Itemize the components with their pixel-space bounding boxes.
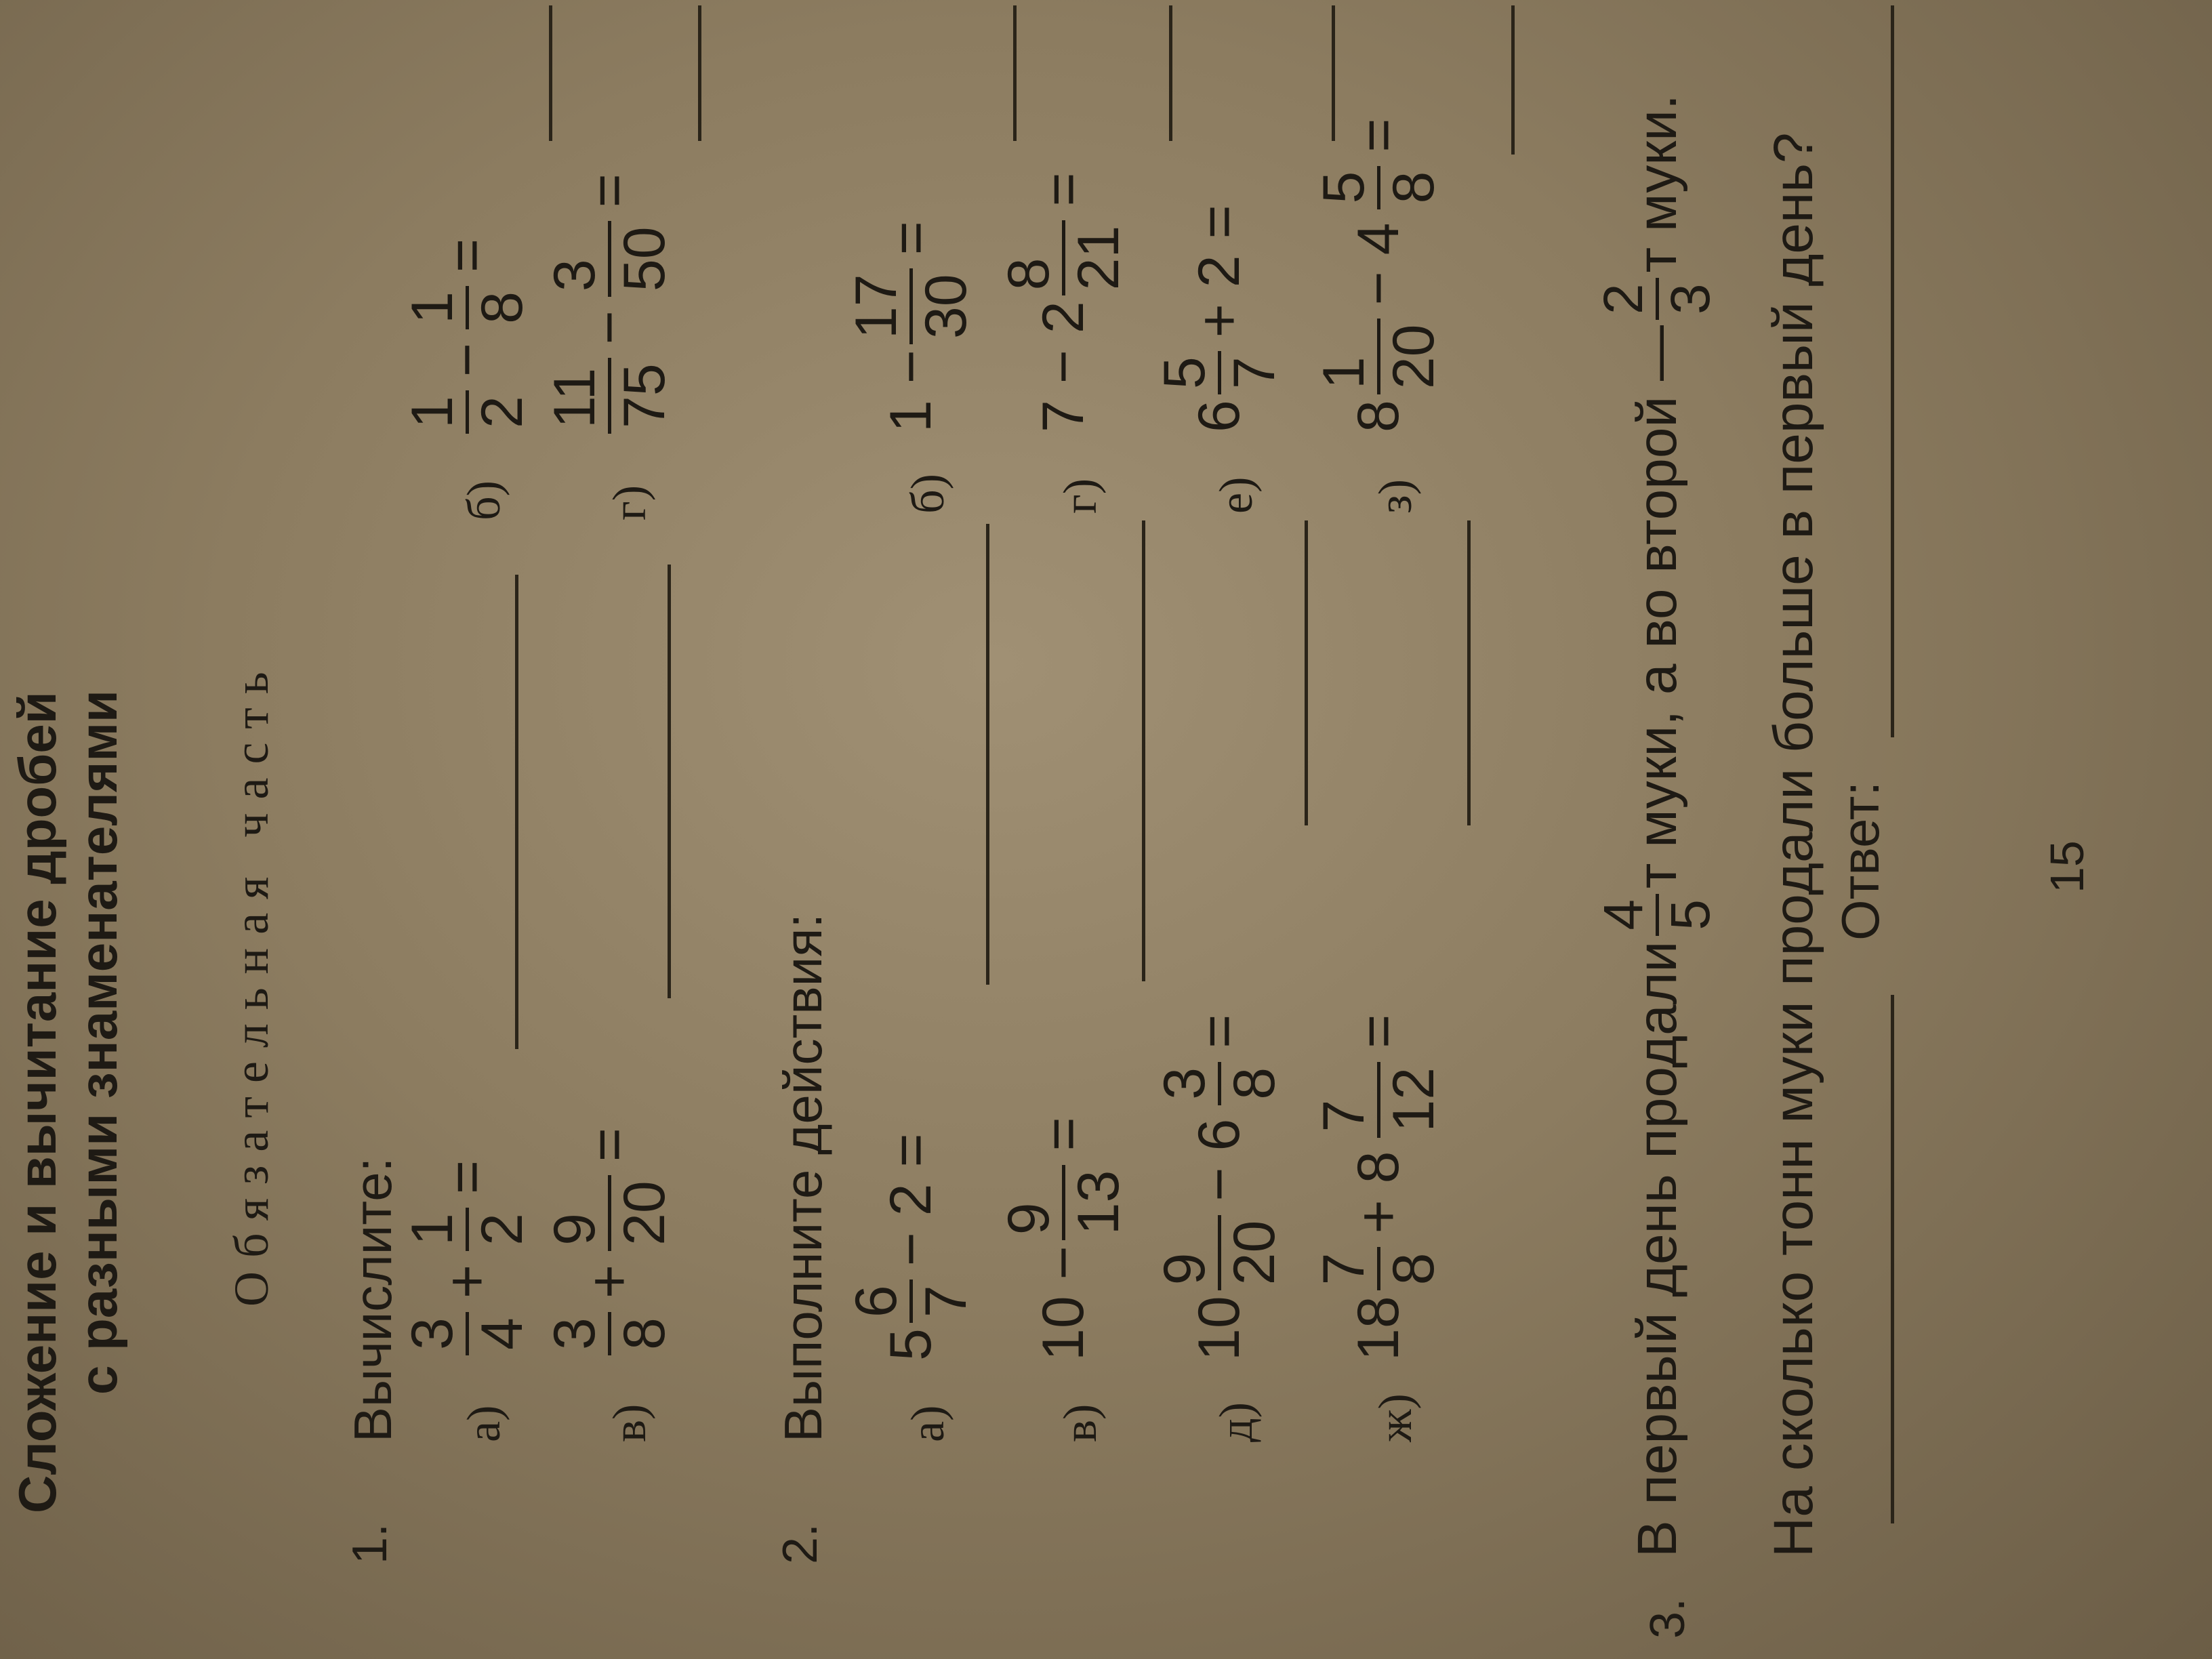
fraction (542, 221, 677, 297)
numerator: 9 (542, 1213, 607, 1246)
whole-part: 18 (1346, 1296, 1411, 1361)
task2-b-expression (844, 213, 979, 432)
expression-lead: 10 − (1031, 1246, 1096, 1361)
denominator: 7 (1218, 351, 1284, 394)
fraction (1593, 894, 1721, 936)
numerator: 3 (542, 259, 607, 292)
whole-part: 5 (878, 1328, 943, 1361)
page-title-line2: с разными знаменателями (68, 690, 128, 1395)
operator: − (434, 342, 499, 377)
task2-number: 2. (773, 1523, 827, 1564)
task2-v-label: в) (1054, 1404, 1107, 1442)
page-title: Сложение и вычитание дробей (7, 691, 67, 1513)
task2-b-label: б) (902, 474, 954, 514)
task1-a-expression (400, 1152, 535, 1361)
answer-line[interactable] (515, 575, 518, 1049)
answer-line[interactable] (1013, 5, 1017, 141)
problem-text: т муки. (1626, 94, 1688, 273)
denominator: 2 (466, 1208, 531, 1251)
task3-number: 3. (1641, 1597, 1695, 1639)
task2-z-label: з) (1370, 479, 1422, 514)
numerator: 11 (542, 367, 607, 428)
denominator: 8 (1377, 166, 1443, 209)
task3-line2: На сколько тонн муки продали больше в первый день? (1763, 132, 1824, 1557)
task1-g-expression (542, 165, 677, 439)
fraction (1311, 166, 1446, 209)
task1-b-label: б) (458, 480, 510, 520)
task2-g-expression (996, 164, 1131, 432)
fraction (844, 1279, 979, 1323)
denominator: 8 (1218, 1062, 1284, 1105)
numerator: 4 (1593, 899, 1654, 930)
answer-line[interactable] (1891, 5, 1894, 737)
numerator: 3 (400, 1317, 465, 1350)
expression-tail: = (878, 221, 943, 255)
task1-a-label: а) (458, 1405, 510, 1442)
answer-line[interactable] (1891, 995, 1894, 1523)
fraction (542, 1312, 677, 1355)
fraction (400, 390, 535, 434)
numerator: 17 (844, 274, 909, 340)
equals-sign: = (434, 238, 499, 273)
denominator: 20 (1377, 319, 1443, 394)
denominator: 3 (1656, 278, 1719, 320)
task2-a-label: а) (902, 1405, 954, 1442)
task2-d-expression (1152, 1006, 1287, 1361)
fraction (1311, 1062, 1446, 1138)
numerator: 8 (996, 258, 1061, 291)
answer-line[interactable] (1511, 5, 1515, 155)
fraction (542, 1175, 677, 1251)
operator: − (577, 310, 642, 345)
numerator: 1 (400, 291, 465, 324)
task2-a-expression (844, 1125, 979, 1361)
numerator: 9 (996, 1202, 1061, 1235)
numerator: 7 (1311, 1252, 1376, 1286)
problem-text: В первый день продали (1626, 941, 1688, 1557)
denominator: 12 (1377, 1062, 1443, 1138)
equals-sign: = (434, 1160, 499, 1195)
expression-lead: 1 − (878, 350, 943, 432)
problem-text: т муки, а во второй — (1626, 325, 1688, 889)
whole-part: 8 (1346, 400, 1411, 432)
fraction (1593, 278, 1721, 320)
denominator: 2 (466, 390, 531, 434)
denominator: 5 (1656, 894, 1719, 936)
expression-tail: = (1346, 1014, 1411, 1048)
task1-number: 1. (343, 1523, 397, 1564)
task2-zh-expression (1311, 1006, 1446, 1361)
numerator: 6 (844, 1285, 909, 1318)
denominator: 20 (1218, 1215, 1284, 1291)
fraction (1152, 351, 1287, 394)
numerator: 1 (1311, 356, 1376, 390)
numerator: 3 (542, 1317, 607, 1350)
fraction (1152, 1215, 1287, 1291)
task1-g-label: г) (604, 485, 656, 520)
whole-part: 10 (1187, 1296, 1252, 1361)
denominator: 4 (466, 1312, 531, 1355)
denominator: 8 (608, 1312, 674, 1355)
answer-line[interactable] (549, 5, 552, 141)
task2-d-label: д) (1210, 1402, 1263, 1442)
equals-sign: = (577, 1128, 642, 1162)
fraction (542, 358, 677, 434)
task2-z-expression (1311, 110, 1446, 432)
fraction (400, 286, 535, 329)
numerator: 2 (1593, 283, 1654, 314)
numerator: 5 (1311, 171, 1376, 204)
answer-label: Ответ: (1830, 781, 1890, 941)
task2-zh-label: ж) (1370, 1393, 1422, 1442)
numerator: 5 (1152, 356, 1217, 390)
operator: − 4 (1346, 222, 1411, 306)
answer-line[interactable] (1305, 520, 1308, 825)
expression-lead: 7 − 2 (1031, 301, 1096, 432)
task2-g-label: г) (1054, 478, 1107, 514)
fraction (400, 1208, 535, 1251)
fraction (996, 220, 1131, 296)
answer-line[interactable] (1169, 5, 1172, 141)
denominator: 13 (1062, 1165, 1128, 1241)
denominator: 20 (608, 1175, 674, 1251)
operator: + (577, 1264, 642, 1299)
operator: + 8 (1346, 1151, 1411, 1234)
fraction (400, 1312, 535, 1355)
expression-tail: + 2 = (1187, 205, 1252, 338)
operator: + (434, 1264, 499, 1299)
denominator: 30 (909, 268, 975, 344)
denominator: 21 (1062, 220, 1128, 296)
answer-line[interactable] (668, 565, 671, 998)
denominator: 8 (466, 286, 531, 329)
fraction (1152, 1062, 1287, 1105)
expression-tail: = (1187, 1014, 1252, 1048)
numerator: 1 (400, 1213, 465, 1246)
equals-sign: = (577, 173, 642, 208)
task2-instruction: Выполните действия: (773, 913, 833, 1442)
denominator: 8 (1377, 1247, 1443, 1290)
answer-line[interactable] (1467, 520, 1471, 825)
fraction (844, 268, 979, 344)
numerator: 3 (1152, 1067, 1217, 1100)
expression-tail: − 2 = (878, 1133, 943, 1267)
fraction (1311, 319, 1446, 394)
task2-e-label: е) (1210, 476, 1263, 514)
answer-line[interactable] (698, 5, 701, 141)
whole-part: 6 (1187, 400, 1252, 432)
expression-tail: = (1031, 172, 1096, 207)
task1-instruction: Вычислите: (343, 1157, 403, 1442)
task2-v-expression (996, 1109, 1131, 1361)
task1-v-label: в) (604, 1404, 656, 1442)
expression-tail: = (1031, 1117, 1096, 1151)
denominator: 50 (608, 221, 674, 297)
page-number: 15 (2041, 840, 2093, 893)
task1-b-expression (400, 230, 535, 439)
expression-tail: = (1346, 118, 1411, 152)
answer-line[interactable] (1142, 520, 1145, 981)
answer-line[interactable] (986, 524, 989, 985)
fraction (1311, 1247, 1446, 1290)
task3-line1 (1593, 94, 1721, 1557)
numerator: 7 (1311, 1099, 1376, 1132)
section-heading: Обязательная часть (224, 658, 279, 1307)
fraction (996, 1165, 1131, 1241)
denominator: 75 (608, 358, 674, 434)
task2-e-expression (1152, 197, 1287, 432)
numerator: 1 (400, 396, 465, 428)
operator: − 6 (1187, 1118, 1252, 1202)
denominator: 7 (909, 1279, 975, 1323)
task1-v-expression (542, 1120, 677, 1361)
numerator: 9 (1152, 1252, 1217, 1286)
